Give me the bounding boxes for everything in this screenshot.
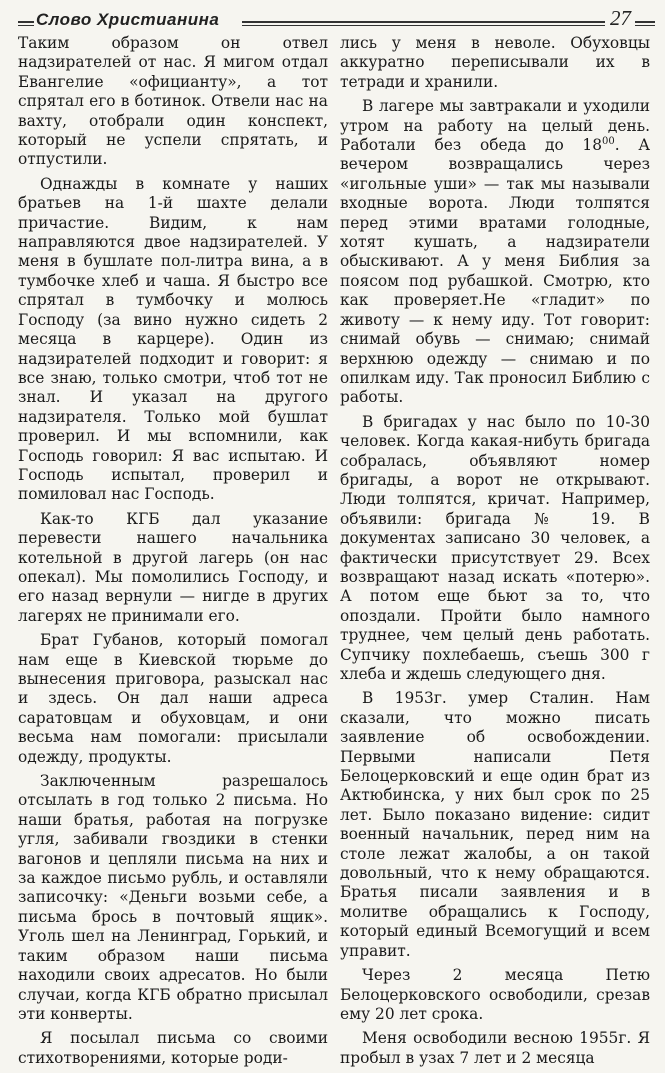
paragraph: Как-то КГБ дал указание перевести нашего начальника котельной в другой лагерь (он нас опекал). Мы помолились Господу, и его назад вернули — нигде в других лагерях не принимали его. bbox=[18, 509, 328, 625]
paragraph: Заключенным разрешалось отсылать в год только 2 письма. Но наши братья, работая на погрузке угля, забивали гвоздики в стенки вагонов и цепляли письма на них и за каждое письмо рубль, и оставляли записочку: «Деньги возьми себе, а письма брось в почтовый ящик». Уголь шел на Ленинград, Горький, и таким образом наши письма находили своих адресатов. Но были случаи, когда КГБ обратно присылал эти конверты. bbox=[18, 772, 328, 1023]
header-rule bbox=[242, 21, 605, 26]
text-columns bbox=[18, 34, 655, 1073]
paragraph: Меня освободили весною 1955г. Я пробыл в узах 7 лет и 2 месяца bbox=[340, 1029, 650, 1067]
paragraph-text: В лагере мы завтракали и уходили утром на работу на целый день. Работали без обеда до 18 bbox=[340, 97, 650, 155]
page-header bbox=[18, 6, 655, 32]
paragraph: Однажды в комнате у наших братьев на 1-й шахте делали причастие. Видим, к нам направляются двое надзирателей. У меня в бушлате пол-литра вина, а в тумбочке хлеб и чаша. Я быстро все спрятал в тумбочку и молюсь Господу (за вино нужно сидеть 2 месяца в карцере). Один из надзирателей подходит и говорит: я все знаю, только смотри, чтоб тот не знал. И указал на другого надзирателя. Только мой бушлат проверил. И мы вспомнили, как Господь говорил: Я вас испытаю. И Господь испытал, проверил и помиловал нас Господь. bbox=[18, 174, 328, 504]
left-column bbox=[18, 34, 328, 1073]
page-number: 27 bbox=[610, 6, 631, 30]
paragraph-text: . А вечером возвращались через «игольные уши» — так мы называли входные ворота. Люди толпятся перед этими вратами голодные, хотят кушать, а надзиратели обыскивают. А у меня Библия за поясом под рубашкой. Смотрю, кто как проверяет.Не «гладит» по животу — к нему иду. Тот говорит: снимай обувь — снимаю; снимай верхнюю одежду — снимаю и по опилкам иду. Так проносил Библию с работы. bbox=[340, 136, 650, 407]
paragraph: Таким образом он отвел надзирателей от нас. Я мигом отдал Евангелие «официанту», а тот спрятал его в ботинок. Отвели нас на вахту, отобрали один конспект, который не успели спрятать, и отпустили. bbox=[18, 34, 328, 169]
paragraph: Я посылал письма со своими стихотворениями, которые роди- bbox=[18, 1029, 328, 1067]
right-column bbox=[340, 34, 650, 1073]
running-title: Слово Христианина bbox=[36, 10, 220, 29]
paragraph: В 1953г. умер Сталин. Нам сказали, что можно писать заявление об освобождении. Первыми написали Петя Белоцерковский и еще один брат из Актюбинска, у них был срок по 25 лет. Было показано видение: сидит военный начальник, перед ним на столе лежат жалобы, а он такой довольный, что к нему обращаются. Братья писали заявления и в молитве обращались к Господу, который единый Всемогущий и всем управит. bbox=[340, 689, 650, 960]
paragraph bbox=[340, 97, 650, 408]
paragraph: лись у меня в неволе. Обуховцы аккуратно переписывали их в тетради и хранили. bbox=[340, 34, 650, 91]
paragraph: Брат Губанов, который помогал нам еще в Киевской тюрьме до вынесения приговора, разыскал нас и здесь. Он дал наши адреса саратовцам и обуховцам, и они весьма нам помогали: присылали одежду, продукты. bbox=[18, 631, 328, 766]
paragraph: В бригадах у нас было по 10-30 человек. Когда какая-нибуть бригада собралась, объявляют номер бригады, а ворот не открывают. Люди толпятся, кричат. Например, объявили: бригада № 19. В документах записано 30 человек, а фактически присутствует 29. Всех возвращают назад искать «потерю». А потом еще бьют за то, что опоздали. Пройти было намного труднее, чем целый день работать. Супчику похлебаешь, съешь 300 г хлеба и ждешь следующего дня. bbox=[340, 412, 650, 683]
time-superscript: 00 bbox=[602, 135, 615, 147]
header-rule-right bbox=[635, 21, 655, 26]
header-rule-left bbox=[18, 21, 34, 26]
paragraph: Через 2 месяца Петю Белоцерковского освободили, срезав ему 20 лет срока. bbox=[340, 966, 650, 1023]
